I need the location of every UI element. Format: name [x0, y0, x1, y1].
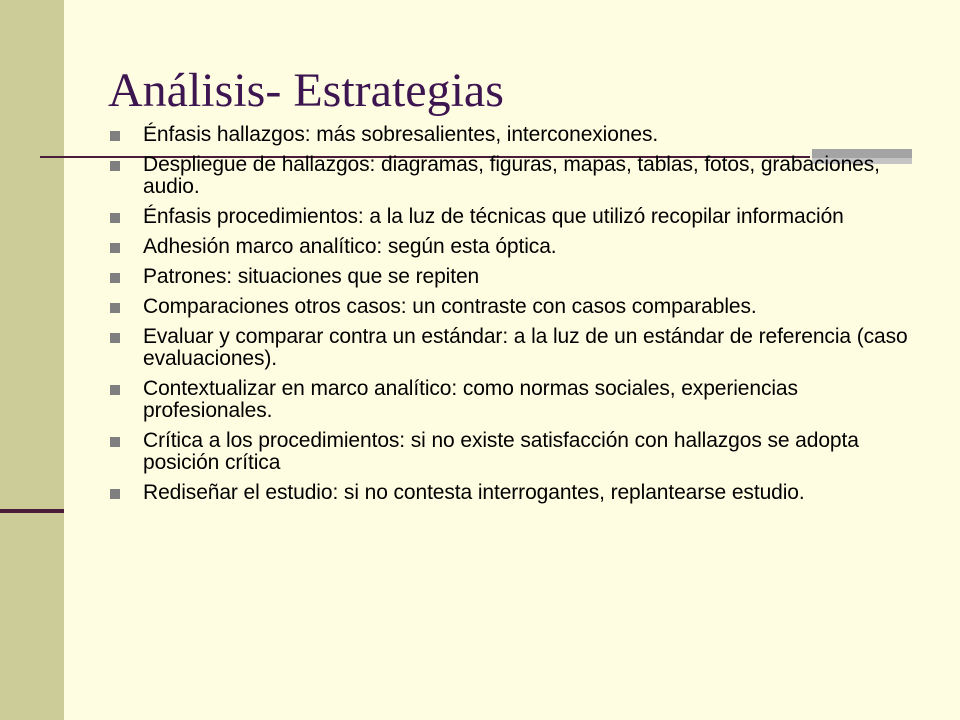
square-bullet-icon: [110, 273, 120, 283]
square-bullet-icon: [110, 303, 120, 313]
bullet-text: Crítica a los procedimientos: si no existe satisfacción con hallazgos se adopta posición crítica: [143, 429, 859, 474]
bullet-item: [110, 206, 910, 228]
bullet-text: Patrones: situaciones que se repiten: [143, 265, 480, 288]
square-bullet-icon: [110, 385, 120, 395]
bullet-text: Énfasis hallazgos: más sobresalientes, interconexiones.: [143, 123, 659, 146]
left-decorative-bar: [0, 0, 64, 720]
bullet-item: [110, 266, 910, 288]
bullet-item: [110, 378, 910, 422]
left-accent-line: [0, 509, 64, 513]
bullet-text: Contextualizar en marco analítico: como normas sociales, experiencias profesionales.: [143, 377, 798, 422]
square-bullet-icon: [110, 437, 120, 447]
bullet-item: [110, 124, 910, 146]
bullet-item: [110, 296, 910, 318]
square-bullet-icon: [110, 213, 120, 223]
bullet-text: Énfasis procedimientos: a la luz de técnicas que utilizó recopilar información: [143, 205, 844, 228]
bullet-text: Rediseñar el estudio: si no contesta interrogantes, replantearse estudio.: [143, 481, 805, 504]
bullet-item: [110, 154, 910, 198]
square-bullet-icon: [110, 131, 120, 141]
square-bullet-icon: [110, 333, 120, 343]
bullet-item: [110, 326, 910, 370]
bullet-item: [110, 482, 910, 504]
square-bullet-icon: [110, 161, 120, 171]
bullet-list: [110, 124, 910, 512]
bullet-text: Adhesión marco analítico: según esta óptica.: [143, 235, 557, 258]
square-bullet-icon: [110, 489, 120, 499]
slide-title: Análisis- Estrategias: [108, 64, 504, 117]
bullet-text: Evaluar y comparar contra un estándar: a la luz de un estándar de referencia (caso evaluaciones).: [143, 325, 908, 370]
bullet-item: [110, 430, 910, 474]
square-bullet-icon: [110, 243, 120, 253]
bullet-text: Despliegue de hallazgos: diagramas, figuras, mapas, tablas, fotos, grabaciones, audio.: [143, 153, 880, 198]
bullet-text: Comparaciones otros casos: un contraste con casos comparables.: [143, 295, 757, 318]
bullet-item: [110, 236, 910, 258]
